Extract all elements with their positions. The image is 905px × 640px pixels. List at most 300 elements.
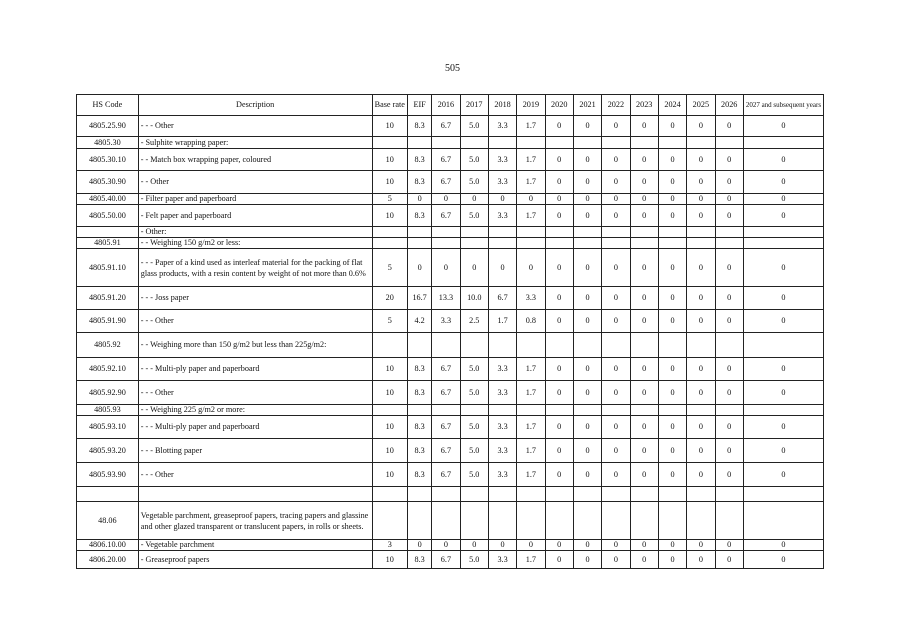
rate-cell: 0 bbox=[432, 249, 460, 287]
rate-cell bbox=[573, 137, 601, 149]
rate-cell: 0 bbox=[602, 416, 630, 439]
rate-cell bbox=[517, 333, 545, 358]
rate-cell: 3.3 bbox=[488, 381, 516, 405]
rate-cell bbox=[687, 405, 715, 416]
rate-cell: 0 bbox=[545, 116, 573, 137]
rate-cell bbox=[460, 487, 488, 502]
rate-cell: 0 bbox=[630, 249, 658, 287]
rate-cell bbox=[658, 487, 686, 502]
rate-cell: 0 bbox=[630, 551, 658, 569]
page-number: 505 bbox=[445, 63, 460, 74]
rate-cell: 0 bbox=[743, 416, 823, 439]
description-cell: - - - Multi-ply paper and paperboard bbox=[138, 358, 372, 381]
rate-cell: 5.0 bbox=[460, 551, 488, 569]
rate-cell: 0 bbox=[630, 358, 658, 381]
rate-cell: 0 bbox=[573, 310, 601, 333]
rate-cell: 1.7 bbox=[517, 358, 545, 381]
rate-cell bbox=[372, 487, 407, 502]
rate-cell: 0 bbox=[407, 249, 431, 287]
rate-cell: 6.7 bbox=[432, 416, 460, 439]
table-row bbox=[77, 137, 824, 149]
rate-cell: 8.3 bbox=[407, 551, 431, 569]
rate-cell: 0 bbox=[602, 194, 630, 205]
table-row bbox=[77, 381, 824, 405]
table-row bbox=[77, 149, 824, 171]
rate-cell: 0 bbox=[432, 540, 460, 551]
rate-cell bbox=[743, 227, 823, 238]
rate-cell bbox=[432, 487, 460, 502]
rate-cell: 5.0 bbox=[460, 381, 488, 405]
rate-cell: 6.7 bbox=[432, 171, 460, 194]
rate-cell: 8.3 bbox=[407, 205, 431, 227]
rate-cell bbox=[488, 502, 516, 540]
rate-cell: 0 bbox=[715, 149, 743, 171]
column-header: 2025 bbox=[687, 95, 715, 116]
hs-code-cell: 4805.92.90 bbox=[77, 381, 139, 405]
rate-cell bbox=[602, 137, 630, 149]
rate-cell: 0 bbox=[407, 540, 431, 551]
description-cell: - - Other bbox=[138, 171, 372, 194]
rate-cell: 1.7 bbox=[517, 149, 545, 171]
rate-cell: 0 bbox=[743, 551, 823, 569]
rate-cell: 0 bbox=[630, 287, 658, 310]
rate-cell: 0 bbox=[687, 439, 715, 463]
column-header: 2020 bbox=[545, 95, 573, 116]
rate-cell: 0 bbox=[687, 171, 715, 194]
rate-cell: 5.0 bbox=[460, 171, 488, 194]
table-row bbox=[77, 333, 824, 358]
rate-cell: 0 bbox=[743, 310, 823, 333]
rate-cell: 10 bbox=[372, 463, 407, 487]
rate-cell bbox=[372, 238, 407, 249]
rate-cell bbox=[630, 238, 658, 249]
hs-code-cell: 4805.30.90 bbox=[77, 171, 139, 194]
rate-cell: 3.3 bbox=[488, 416, 516, 439]
rate-cell: 0 bbox=[517, 540, 545, 551]
rate-cell: 0 bbox=[687, 287, 715, 310]
hs-code-cell: 4805.30 bbox=[77, 137, 139, 149]
rate-cell: 0 bbox=[715, 540, 743, 551]
hs-code-cell: 4805.93.10 bbox=[77, 416, 139, 439]
rate-cell: 16.7 bbox=[407, 287, 431, 310]
rate-cell: 5.0 bbox=[460, 205, 488, 227]
description-cell: - Sulphite wrapping paper: bbox=[138, 137, 372, 149]
rate-cell: 3.3 bbox=[488, 463, 516, 487]
rate-cell: 0 bbox=[658, 463, 686, 487]
rate-cell bbox=[432, 502, 460, 540]
rate-cell: 20 bbox=[372, 287, 407, 310]
rate-cell: 0 bbox=[687, 310, 715, 333]
rate-cell: 3.3 bbox=[432, 310, 460, 333]
rate-cell bbox=[573, 502, 601, 540]
rate-cell: 6.7 bbox=[432, 358, 460, 381]
column-header: EIF bbox=[407, 95, 431, 116]
rate-cell: 0 bbox=[687, 540, 715, 551]
rate-cell bbox=[658, 405, 686, 416]
rate-cell: 8.3 bbox=[407, 439, 431, 463]
hs-code-cell: 4805.91.10 bbox=[77, 249, 139, 287]
rate-cell: 0 bbox=[573, 358, 601, 381]
description-cell: - Vegetable parchment bbox=[138, 540, 372, 551]
rate-cell: 0 bbox=[658, 416, 686, 439]
rate-cell: 0 bbox=[630, 116, 658, 137]
rate-cell: 0 bbox=[715, 249, 743, 287]
table-row bbox=[77, 439, 824, 463]
rate-cell bbox=[545, 405, 573, 416]
hs-code-cell: 4805.91.90 bbox=[77, 310, 139, 333]
rate-cell bbox=[517, 502, 545, 540]
rate-cell: 10 bbox=[372, 381, 407, 405]
rate-cell: 0 bbox=[630, 205, 658, 227]
description-cell: - Other: bbox=[138, 227, 372, 238]
rate-cell bbox=[407, 227, 431, 238]
description-cell: - Felt paper and paperboard bbox=[138, 205, 372, 227]
rate-cell: 0 bbox=[715, 205, 743, 227]
rate-cell: 8.3 bbox=[407, 463, 431, 487]
rate-cell bbox=[602, 333, 630, 358]
description-cell: - - - Other bbox=[138, 310, 372, 333]
rate-cell: 0 bbox=[573, 463, 601, 487]
rate-cell bbox=[545, 333, 573, 358]
rate-cell: 0 bbox=[545, 551, 573, 569]
rate-cell: 0 bbox=[602, 463, 630, 487]
description-cell: - - - Other bbox=[138, 381, 372, 405]
rate-cell: 0 bbox=[743, 149, 823, 171]
column-header: 2021 bbox=[573, 95, 601, 116]
table-row bbox=[77, 463, 824, 487]
rate-cell: 0 bbox=[630, 439, 658, 463]
rate-cell bbox=[432, 333, 460, 358]
rate-cell: 0 bbox=[545, 287, 573, 310]
column-header: 2019 bbox=[517, 95, 545, 116]
rate-cell bbox=[630, 405, 658, 416]
hs-code-cell bbox=[77, 227, 139, 238]
rate-cell: 8.3 bbox=[407, 116, 431, 137]
rate-cell: 0 bbox=[460, 540, 488, 551]
rate-cell bbox=[658, 227, 686, 238]
rate-cell: 3.3 bbox=[488, 116, 516, 137]
rate-cell: 0 bbox=[630, 540, 658, 551]
column-header: Description bbox=[138, 95, 372, 116]
rate-cell bbox=[715, 502, 743, 540]
rate-cell: 10 bbox=[372, 416, 407, 439]
description-cell: - - - Other bbox=[138, 116, 372, 137]
rate-cell: 0 bbox=[658, 551, 686, 569]
rate-cell: 8.3 bbox=[407, 416, 431, 439]
table-row bbox=[77, 540, 824, 551]
description-cell: - - Match box wrapping paper, coloured bbox=[138, 149, 372, 171]
rate-cell: 0 bbox=[743, 439, 823, 463]
hs-code-cell: 4805.91 bbox=[77, 238, 139, 249]
description-cell: - - - Other bbox=[138, 463, 372, 487]
rate-cell bbox=[460, 137, 488, 149]
rate-cell: 0 bbox=[573, 149, 601, 171]
rate-cell bbox=[517, 238, 545, 249]
rate-cell bbox=[545, 238, 573, 249]
rate-cell bbox=[743, 137, 823, 149]
rate-cell: 0 bbox=[715, 194, 743, 205]
rate-cell: 0 bbox=[743, 171, 823, 194]
rate-cell: 5 bbox=[372, 310, 407, 333]
rate-cell bbox=[545, 137, 573, 149]
rate-cell: 6.7 bbox=[432, 149, 460, 171]
rate-cell: 0 bbox=[602, 439, 630, 463]
table-row bbox=[77, 310, 824, 333]
rate-cell: 0 bbox=[630, 310, 658, 333]
rate-cell: 3.3 bbox=[488, 171, 516, 194]
rate-cell bbox=[715, 238, 743, 249]
rate-cell bbox=[715, 137, 743, 149]
rate-cell: 1.7 bbox=[517, 463, 545, 487]
rate-cell bbox=[687, 227, 715, 238]
column-header: 2017 bbox=[460, 95, 488, 116]
rate-cell bbox=[687, 137, 715, 149]
rate-cell bbox=[573, 238, 601, 249]
rate-cell: 0 bbox=[573, 171, 601, 194]
description-cell: - - Weighing more than 150 g/m2 but less than 225g/m2: bbox=[138, 333, 372, 358]
rate-cell bbox=[715, 487, 743, 502]
rate-cell: 0 bbox=[715, 463, 743, 487]
rate-cell bbox=[545, 227, 573, 238]
rate-cell bbox=[372, 405, 407, 416]
rate-cell bbox=[407, 487, 431, 502]
hs-code-cell: 4805.93.20 bbox=[77, 439, 139, 463]
rate-cell bbox=[488, 227, 516, 238]
rate-cell: 10 bbox=[372, 439, 407, 463]
rate-cell: 0 bbox=[658, 439, 686, 463]
table-row bbox=[77, 287, 824, 310]
rate-cell bbox=[488, 487, 516, 502]
rate-cell: 0 bbox=[545, 463, 573, 487]
rate-cell: 0 bbox=[602, 249, 630, 287]
rate-cell: 0 bbox=[488, 249, 516, 287]
hs-code-cell: 4805.40.00 bbox=[77, 194, 139, 205]
hs-code-cell: 4805.25.90 bbox=[77, 116, 139, 137]
rate-cell bbox=[573, 405, 601, 416]
rate-cell: 0 bbox=[545, 358, 573, 381]
rate-cell: 13.3 bbox=[432, 287, 460, 310]
tariff-schedule-table bbox=[76, 94, 824, 569]
description-cell: - - - Multi-ply paper and paperboard bbox=[138, 416, 372, 439]
rate-cell bbox=[460, 502, 488, 540]
rate-cell: 0 bbox=[658, 310, 686, 333]
hs-code-cell: 4806.10.00 bbox=[77, 540, 139, 551]
rate-cell: 0 bbox=[715, 551, 743, 569]
rate-cell bbox=[630, 137, 658, 149]
rate-cell: 0 bbox=[743, 463, 823, 487]
rate-cell: 0 bbox=[743, 381, 823, 405]
rate-cell: 0 bbox=[687, 551, 715, 569]
rate-cell: 0 bbox=[573, 551, 601, 569]
rate-cell: 0 bbox=[407, 194, 431, 205]
rate-cell: 0 bbox=[488, 194, 516, 205]
hs-code-cell: 4805.30.10 bbox=[77, 149, 139, 171]
rate-cell bbox=[602, 502, 630, 540]
rate-cell bbox=[687, 333, 715, 358]
rate-cell bbox=[407, 333, 431, 358]
table-row bbox=[77, 116, 824, 137]
rate-cell: 10 bbox=[372, 551, 407, 569]
rate-cell bbox=[372, 137, 407, 149]
rate-cell: 6.7 bbox=[432, 116, 460, 137]
rate-cell: 0 bbox=[743, 205, 823, 227]
rate-cell: 0 bbox=[545, 249, 573, 287]
rate-cell bbox=[517, 405, 545, 416]
rate-cell: 6.7 bbox=[488, 287, 516, 310]
rate-cell: 4.2 bbox=[407, 310, 431, 333]
rate-cell bbox=[743, 502, 823, 540]
rate-cell: 0 bbox=[545, 416, 573, 439]
description-cell: - - Weighing 150 g/m2 or less: bbox=[138, 238, 372, 249]
rate-cell: 0 bbox=[460, 194, 488, 205]
rate-cell: 8.3 bbox=[407, 358, 431, 381]
rate-cell: 6.7 bbox=[432, 381, 460, 405]
rate-cell bbox=[545, 487, 573, 502]
rate-cell: 3 bbox=[372, 540, 407, 551]
rate-cell bbox=[432, 227, 460, 238]
rate-cell: 5.0 bbox=[460, 463, 488, 487]
rate-cell: 8.3 bbox=[407, 171, 431, 194]
rate-cell: 0 bbox=[573, 205, 601, 227]
rate-cell: 0 bbox=[545, 439, 573, 463]
rate-cell bbox=[630, 502, 658, 540]
rate-cell: 0 bbox=[658, 116, 686, 137]
rate-cell bbox=[687, 487, 715, 502]
rate-cell bbox=[372, 227, 407, 238]
rate-cell: 0 bbox=[602, 205, 630, 227]
rate-cell: 0 bbox=[658, 171, 686, 194]
rate-cell: 1.7 bbox=[488, 310, 516, 333]
rate-cell bbox=[602, 227, 630, 238]
rate-cell: 0 bbox=[715, 171, 743, 194]
rate-cell bbox=[460, 227, 488, 238]
rate-cell: 0 bbox=[602, 381, 630, 405]
rate-cell: 0 bbox=[658, 149, 686, 171]
rate-cell bbox=[658, 333, 686, 358]
rate-cell: 3.3 bbox=[488, 358, 516, 381]
rate-cell bbox=[407, 238, 431, 249]
rate-cell: 0 bbox=[545, 194, 573, 205]
rate-cell: 0 bbox=[743, 287, 823, 310]
rate-cell bbox=[743, 487, 823, 502]
rate-cell: 0 bbox=[602, 287, 630, 310]
rate-cell: 0 bbox=[687, 381, 715, 405]
rate-cell: 0 bbox=[658, 381, 686, 405]
table-row bbox=[77, 194, 824, 205]
rate-cell: 0 bbox=[432, 194, 460, 205]
rate-cell: 0 bbox=[687, 249, 715, 287]
rate-cell: 10 bbox=[372, 116, 407, 137]
rate-cell: 0 bbox=[743, 358, 823, 381]
rate-cell: 3.3 bbox=[488, 205, 516, 227]
rate-cell: 0 bbox=[573, 416, 601, 439]
rate-cell: 0 bbox=[658, 287, 686, 310]
rate-cell: 0 bbox=[573, 249, 601, 287]
rate-cell bbox=[602, 487, 630, 502]
rate-cell: 0 bbox=[602, 310, 630, 333]
header-row bbox=[77, 95, 824, 116]
rate-cell: 1.7 bbox=[517, 116, 545, 137]
rate-cell bbox=[743, 238, 823, 249]
table-row bbox=[77, 405, 824, 416]
rate-cell: 0 bbox=[545, 310, 573, 333]
hs-code-cell: 4805.93.90 bbox=[77, 463, 139, 487]
rate-cell: 0 bbox=[602, 540, 630, 551]
rate-cell: 0 bbox=[517, 194, 545, 205]
rate-cell: 0 bbox=[687, 194, 715, 205]
rate-cell: 0 bbox=[630, 463, 658, 487]
table-row bbox=[77, 205, 824, 227]
rate-cell: 0 bbox=[658, 540, 686, 551]
column-header: 2024 bbox=[658, 95, 686, 116]
rate-cell: 0 bbox=[630, 194, 658, 205]
rate-cell: 8.3 bbox=[407, 381, 431, 405]
rate-cell bbox=[488, 405, 516, 416]
rate-cell bbox=[432, 137, 460, 149]
description-cell: - - - Joss paper bbox=[138, 287, 372, 310]
rate-cell bbox=[432, 238, 460, 249]
table-row bbox=[77, 502, 824, 540]
column-header: Base rate bbox=[372, 95, 407, 116]
table-row bbox=[77, 416, 824, 439]
rate-cell bbox=[517, 487, 545, 502]
rate-cell bbox=[372, 502, 407, 540]
rate-cell bbox=[517, 137, 545, 149]
rate-cell: 3.3 bbox=[488, 439, 516, 463]
rate-cell: 0 bbox=[687, 205, 715, 227]
rate-cell: 5.0 bbox=[460, 149, 488, 171]
rate-cell: 0 bbox=[602, 149, 630, 171]
rate-cell: 0 bbox=[545, 149, 573, 171]
rate-cell bbox=[743, 333, 823, 358]
rate-cell: 0 bbox=[743, 116, 823, 137]
column-header: 2018 bbox=[488, 95, 516, 116]
column-header: 2026 bbox=[715, 95, 743, 116]
rate-cell: 0 bbox=[488, 540, 516, 551]
rate-cell: 0 bbox=[630, 416, 658, 439]
description-cell: - - Weighing 225 g/m2 or more: bbox=[138, 405, 372, 416]
rate-cell: 0 bbox=[715, 381, 743, 405]
hs-code-cell: 4806.20.00 bbox=[77, 551, 139, 569]
table-row bbox=[77, 551, 824, 569]
rate-cell: 10 bbox=[372, 149, 407, 171]
rate-cell bbox=[630, 333, 658, 358]
rate-cell bbox=[488, 238, 516, 249]
column-header: HS Code bbox=[77, 95, 139, 116]
table-row bbox=[77, 358, 824, 381]
rate-cell bbox=[743, 405, 823, 416]
rate-cell bbox=[573, 487, 601, 502]
rate-cell: 0 bbox=[658, 194, 686, 205]
rate-cell: 0 bbox=[743, 249, 823, 287]
rate-cell bbox=[715, 405, 743, 416]
description-cell: - - - Paper of a kind used as interleaf material for the packing of flat glass products, with a resin content by weight of not more than 0.6% bbox=[138, 249, 372, 287]
rate-cell: 5.0 bbox=[460, 358, 488, 381]
rate-cell bbox=[658, 238, 686, 249]
rate-cell bbox=[687, 238, 715, 249]
rate-cell: 0 bbox=[687, 416, 715, 439]
hs-code-cell: 48.06 bbox=[77, 502, 139, 540]
description-cell: - - - Blotting paper bbox=[138, 439, 372, 463]
table-row bbox=[77, 487, 824, 502]
rate-cell: 5 bbox=[372, 249, 407, 287]
rate-cell: 0 bbox=[658, 249, 686, 287]
rate-cell: 10.0 bbox=[460, 287, 488, 310]
rate-cell: 0 bbox=[573, 439, 601, 463]
rate-cell: 0 bbox=[687, 116, 715, 137]
rate-cell bbox=[687, 502, 715, 540]
rate-cell: 0 bbox=[658, 358, 686, 381]
